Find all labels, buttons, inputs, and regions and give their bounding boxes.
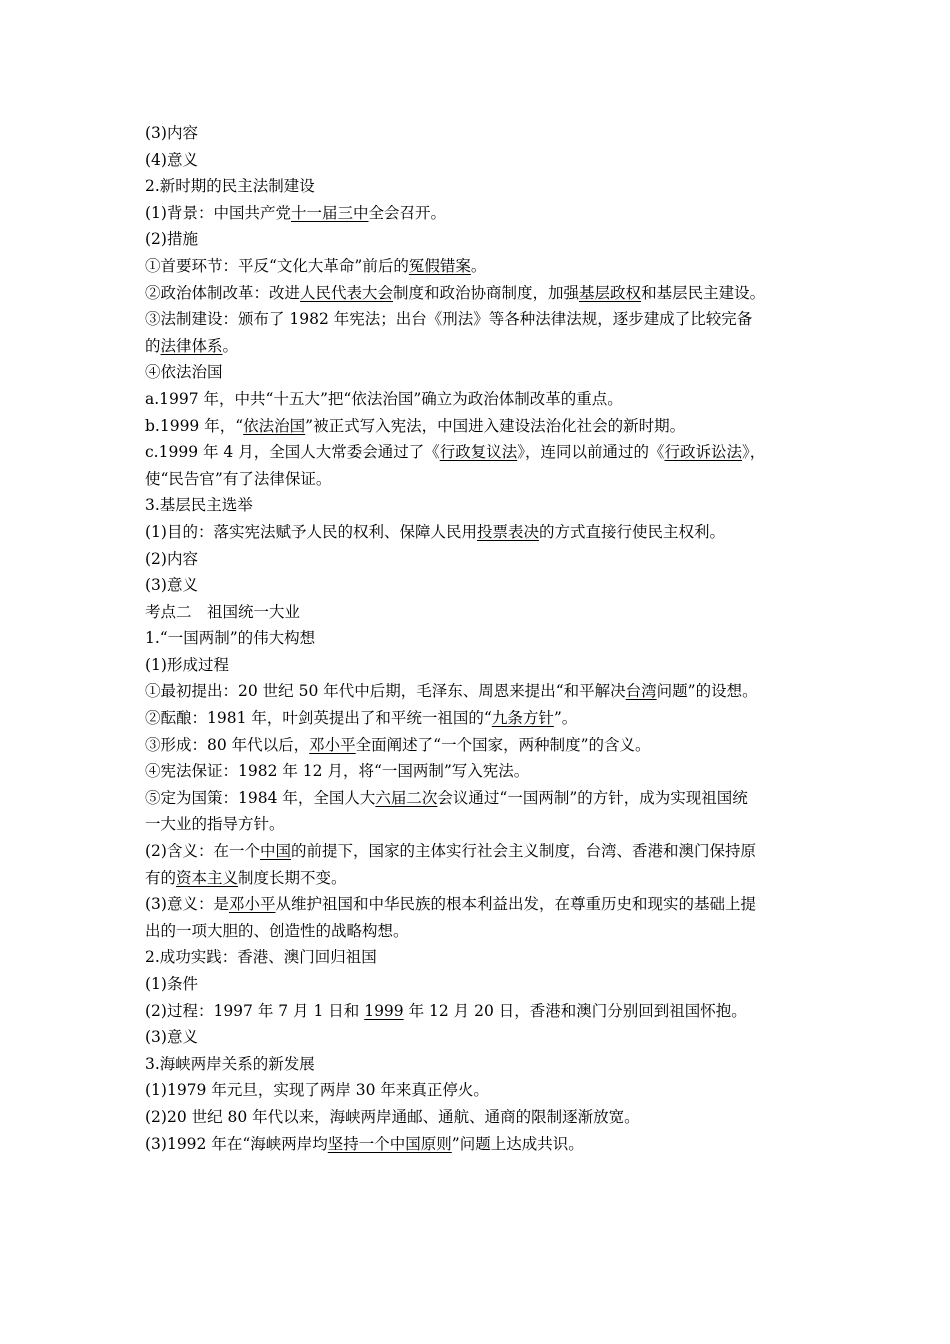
text-segment: 的: [145, 336, 161, 355]
text-segment: ⑤定为国策：1984 年，全国人大: [145, 788, 376, 807]
text-segment: 全面阐述了“一个国家，两种制度”的含义。: [355, 735, 651, 754]
text-segment: ①首要环节：平反“文化大革命”前后的: [145, 256, 409, 275]
text-line: [145, 200, 825, 227]
text-segment: 3.海峡两岸关系的新发展: [145, 1054, 315, 1073]
text-segment: ③法制建设：颁布了 1982 年宪法；出台《刑法》等各种法律法规，逐步建成了比较完备: [145, 310, 753, 329]
text-line: [145, 173, 825, 200]
underlined-keyword: 十一届三中: [290, 203, 369, 222]
text-line: [145, 891, 825, 918]
text-line: [145, 1131, 825, 1158]
underlined-keyword: 行政复议法: [439, 443, 518, 462]
text-segment: 制度和政治协商制度，加强: [393, 283, 580, 302]
text-line: [145, 625, 825, 652]
underlined-keyword: 邓小平: [309, 735, 356, 754]
text-segment: a.1997 年，中共“十五大”把“依法治国”确立为政治体制改革的重点。: [145, 389, 623, 408]
text-line: [145, 971, 825, 998]
text-segment: ①最初提出：20 世纪 50 年代中后期，毛泽东、周恩来提出“和平解决: [145, 682, 626, 701]
underlined-keyword: 法律体系: [160, 336, 223, 355]
text-line: [145, 599, 825, 626]
text-segment: ”被正式写入宪法，中国进入建设法治化社会的新时期。: [305, 416, 686, 435]
text-line: [145, 918, 825, 945]
text-segment: 1.“一国两制”的伟大构想: [145, 629, 316, 648]
text-segment: ③形成：80 年代以后，: [145, 735, 310, 754]
text-line: [145, 439, 825, 466]
text-segment: 问题”的设想。: [656, 682, 758, 701]
text-segment: (1)1979 年元旦，实现了两岸 30 年来真正停火。: [145, 1081, 489, 1100]
text-segment: ”问题上达成共识。: [451, 1134, 584, 1153]
text-line: [145, 944, 825, 971]
text-line: [145, 333, 825, 360]
text-line: [145, 678, 825, 705]
text-segment: ④宪法保证：1982 年 12 月，将“一国两制”写入宪法。: [145, 762, 530, 781]
text-segment: 2.成功实践：香港、澳门回归祖国: [145, 948, 377, 967]
text-line: [145, 280, 825, 307]
text-segment: 》，: [742, 443, 766, 462]
text-line: [145, 519, 825, 546]
text-segment: 的前提下，国家的主体实行社会主义制度，台湾、香港和澳门保持原: [290, 842, 756, 861]
text-line: [145, 359, 825, 386]
text-line: [145, 1077, 825, 1104]
text-line: [145, 546, 825, 573]
text-segment: c.1999 年 4 月，全国人大常委会通过了《: [145, 443, 440, 462]
underlined-keyword: 中国: [259, 842, 291, 861]
text-segment: 会议通过“一国两制”的方针，成为实现祖国统: [437, 788, 748, 807]
text-line: [145, 120, 825, 147]
text-segment: b.1999 年，“: [145, 416, 244, 435]
text-segment: 有的: [145, 868, 177, 887]
text-segment: ”。: [553, 709, 578, 728]
text-segment: (1)目的：落实宪法赋予人民的权利、保障人民用: [145, 522, 477, 541]
text-line: [145, 466, 825, 493]
underlined-keyword: 六届二次: [375, 788, 438, 807]
underlined-keyword: 投票表决: [476, 522, 539, 541]
text-line: [145, 386, 825, 413]
underlined-keyword: 邓小平: [228, 895, 276, 914]
text-line: [145, 811, 825, 838]
text-segment: (2)含义：在一个: [145, 842, 260, 861]
text-line: [145, 226, 825, 253]
text-segment: 》，连同以前通过的《: [517, 443, 665, 462]
text-segment: 。: [470, 256, 487, 275]
underlined-keyword: 1999: [364, 1001, 404, 1020]
text-line: [145, 758, 825, 785]
text-segment: (1)条件: [145, 975, 198, 993]
underlined-keyword: 冤假错案: [408, 256, 471, 275]
underlined-keyword: 基层政权: [579, 283, 642, 302]
text-line: [145, 253, 825, 280]
text-line: [145, 1051, 825, 1078]
text-line: [145, 1024, 825, 1051]
text-segment: (1)背景：中国共产党: [145, 203, 291, 222]
text-segment: (3)1992 年在“海峡两岸均: [145, 1134, 328, 1153]
text-line: [145, 998, 825, 1025]
text-segment: (2)内容: [145, 549, 198, 568]
text-line: [145, 705, 825, 732]
underlined-keyword: 台湾: [625, 682, 657, 701]
text-segment: ②酝酿：1981 年，叶剑英提出了和平统一祖国的“: [145, 709, 492, 728]
text-segment: ②政治体制改革：改进: [145, 283, 301, 302]
text-line: [145, 1104, 825, 1131]
text-segment: (1)形成过程: [145, 655, 229, 674]
text-segment: (3)意义: [145, 576, 198, 595]
text-segment: 。: [222, 336, 239, 355]
underlined-keyword: 行政诉讼法: [664, 443, 742, 462]
text-line: [145, 147, 825, 174]
text-segment: ④依法治国: [145, 363, 223, 382]
text-segment: 全会召开。: [368, 203, 446, 222]
underlined-keyword: 九条方针: [491, 709, 554, 728]
text-segment: 和基层民主建设。: [641, 283, 766, 302]
text-segment: (4)意义: [145, 150, 198, 169]
text-segment: (2)20 世纪 80 年代以来，海峡两岸通邮、通航、通商的限制逐渐放宽。: [145, 1107, 640, 1126]
text-segment: 一大业的指导方针。: [145, 815, 285, 834]
text-segment: (2)过程：1997 年 7 月 1 日和: [145, 1001, 365, 1020]
text-line: [145, 732, 825, 759]
text-line: [145, 865, 825, 892]
text-segment: 的方式直接行使民主权利。: [538, 522, 725, 541]
underlined-keyword: 依法治国: [243, 416, 306, 435]
document-body: [145, 120, 825, 1157]
underlined-keyword: 人民代表大会: [300, 283, 394, 302]
text-segment: 使“民告官”有了法律保证。: [145, 469, 332, 488]
text-segment: 3.基层民主选举: [145, 496, 253, 515]
text-line: [145, 652, 825, 679]
text-line: [145, 572, 825, 599]
text-segment: 2.新时期的民主法制建设: [145, 177, 315, 196]
text-segment: 从维护祖国和中华民族的根本利益出发，在尊重历史和现实的基础上提: [275, 895, 756, 914]
text-segment: 年 12 月 20 日，香港和澳门分别回到祖国怀抱。: [403, 1001, 747, 1020]
text-line: [145, 306, 825, 333]
text-segment: (3)意义: [145, 1028, 198, 1047]
text-segment: (2)措施: [145, 230, 198, 249]
text-line: [145, 492, 825, 519]
text-segment: 制度长期不变。: [238, 868, 347, 887]
text-line: [145, 838, 825, 865]
text-line: [145, 785, 825, 812]
text-segment: (3)内容: [145, 124, 198, 142]
text-segment: 出的一项大胆的、创造性的战略构想。: [145, 921, 409, 940]
text-segment: (3)意义：是: [145, 895, 229, 914]
underlined-keyword: 坚持一个中国原则: [327, 1134, 452, 1153]
text-line: [145, 413, 825, 440]
underlined-keyword: 资本主义: [176, 868, 239, 887]
text-segment: 考点二 祖国统一大业: [145, 602, 301, 621]
